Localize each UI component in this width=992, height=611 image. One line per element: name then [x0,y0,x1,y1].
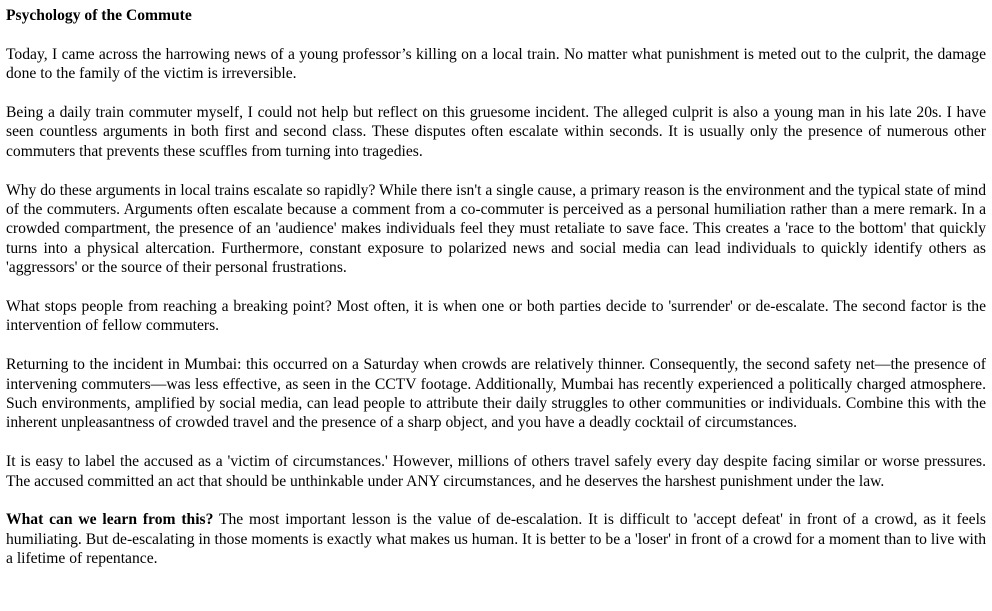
closing-text: The most important lesson is the value of de-escalation. It is difficult to 'accept defeat' in front of a crowd, as it feels humiliating. But de-escalating in those moments is exactly what makes us human. It is better to be a 'loser' in front of a crowd for a moment than to live with a lifetime of repentance. [6,511,986,568]
closing-paragraph [6,510,986,568]
paragraph-2: Being a daily train commuter myself, I could not help but reflect on this gruesome incident. The alleged culprit is also a young man in his late 20s. I have seen countless arguments in both first and second class. These disputes often escalate within seconds. It is usually only the presence of numerous other commuters that prevents these scuffles from turning into tragedies. [6,104,986,160]
paragraph-3: Why do these arguments in local trains escalate so rapidly? While there isn't a single cause, a primary reason is the environment and the typical state of mind of the commuters. Arguments often escalate because a comment from a co-commuter is perceived as a personal humiliation rather than a mere remark. In a crowded compartment, the presence of an 'audience' makes individuals feel they must retaliate to save face. This creates a 'race to the bottom' that quickly turns into a physical altercation. Furthermore, constant exposure to polarized news and social media can lead individuals to quickly identify others as 'aggressors' or the source of their personal frustrations. [6,181,986,277]
paragraph-6: It is easy to label the accused as a 'victim of circumstances.' However, millions of others travel safely every day despite facing similar or worse pressures. The accused committed an act that should be unthinkable under ANY circumstances, and he deserves the harshest punishment under the law. [6,453,986,490]
paragraph-4: What stops people from reaching a breaking point? Most often, it is when one or both parties decide to 'surrender' or de-escalate. The second factor is the intervention of fellow commuters. [6,298,986,335]
paragraph-5: Returning to the incident in Mumbai: this occurred on a Saturday when crowds are relatively thinner. Consequently, the second safety net—the presence of intervening commuters—was less effective, as seen in the CCTV footage. Additionally, Mumbai has recently experienced a politically charged atmosphere. Such environments, amplified by social media, can lead people to attribute their daily struggles to other communities or individuals. Combine this with the inherent unpleasantness of crowded travel and the presence of a sharp object, and you have a deadly cocktail of circumstances. [6,356,986,432]
paragraph-1: Today, I came across the harrowing news of a young professor’s killing on a local train. No matter what punishment is meted out to the culprit, the damage done to the family of the victim is irreversible. [6,45,986,83]
closing-lead: What can we learn from this? [6,511,214,529]
document-title: Psychology of the Commute [6,7,192,24]
